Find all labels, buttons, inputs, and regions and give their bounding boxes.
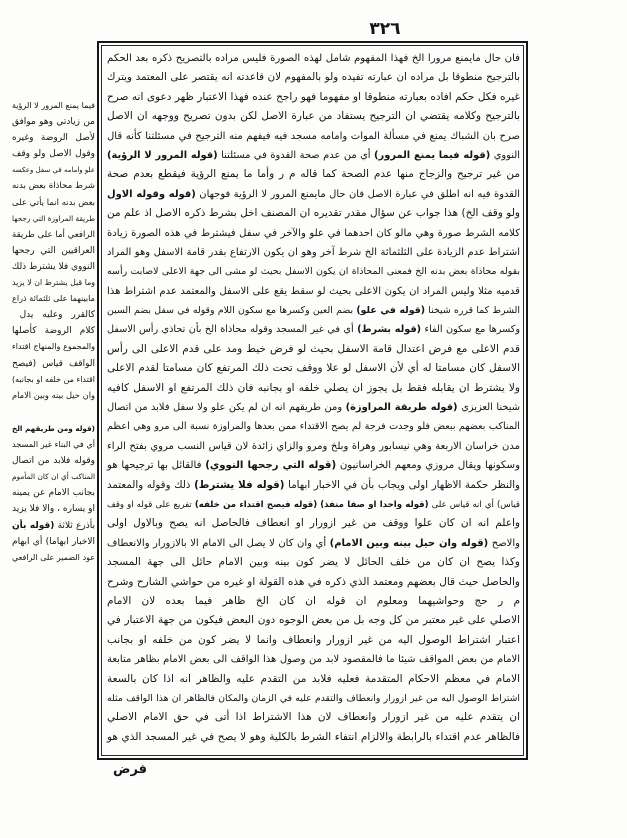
margin-note-line bbox=[11, 498, 95, 514]
main-text-line bbox=[106, 85, 520, 104]
margin-notes-block-1 bbox=[11, 95, 95, 401]
main-text-line-text: واعلم انه ان كان علوا ووقف من غير ازورار او انعطاف فالحاصل انه يصح وبالاول اولى bbox=[107, 517, 520, 530]
margin-note-line-text: وان حيل بينه وبين الامام bbox=[12, 389, 95, 400]
margin-note-line bbox=[11, 418, 95, 434]
margin-note-line-text: وقول الاصل ولو وقف bbox=[12, 149, 95, 160]
margin-note-line-text: وما قيل يشترط ان لا يزيد bbox=[12, 278, 95, 288]
margin-note-line-text: عود الضمير على الرافعي bbox=[12, 552, 95, 562]
main-text-line-text: اعتبار اشتراط الوصول اليه من غير ازورار وانعطاف وانما لا يضر كون من خلفه او بجانب bbox=[107, 633, 520, 646]
main-text-line bbox=[106, 395, 520, 414]
margin-note-line bbox=[11, 531, 95, 547]
main-text-line-text: النووي (قوله فيما يمنع المرور) أي من عدم صحة القدوة في مسئلتنا (قوله المرور لا الرؤية) bbox=[107, 149, 520, 161]
main-text-line bbox=[106, 434, 520, 453]
main-text-line bbox=[106, 124, 520, 143]
main-text-line bbox=[106, 570, 520, 589]
margin-note-line-text: الرافعي أما على طريقة bbox=[12, 229, 95, 240]
margin-note-line bbox=[11, 434, 95, 450]
main-text-line-text: شيخنا العزيزي (قوله طريقة المراوزة) ومن طريقهم انه ان لم يكن علو ولا سفل فلابد من اتصال bbox=[107, 402, 520, 414]
main-text-line-text: بالترجيح وكلامه يقتضي ان الترجيح يستفاد من عبارة الاصل لكن بدون تصريح ووجهه ان الاصل bbox=[107, 110, 520, 123]
margin-note-line bbox=[11, 111, 95, 127]
margin-note-line bbox=[11, 256, 95, 272]
main-text-line bbox=[106, 182, 520, 201]
main-text-line bbox=[106, 46, 520, 65]
margin-note-line-text: بأذرع ثلاثة (قوله بأن bbox=[12, 520, 95, 531]
margin-note-line-text: علو وامامه في سفل وعكسه bbox=[12, 166, 95, 175]
main-text-line-text: فان حال مايمنع مرورا الخ فهذا المفهوم شامل لهذه الصورة فليس مراده بالتصريح ذكره بعد الحكم bbox=[107, 53, 520, 64]
margin-note-line-text: شرط محاذاة بعض بدنه bbox=[12, 181, 95, 192]
margin-note-line bbox=[11, 482, 95, 498]
main-text-line bbox=[106, 725, 520, 744]
margin-note-line-text: وقوله فلابد من اتصال bbox=[12, 456, 95, 467]
margin-note-line bbox=[11, 515, 95, 531]
margin-note-line bbox=[11, 208, 95, 224]
main-text-line bbox=[106, 259, 520, 278]
margin-note-line-text: طريقة المراوزة التي رجحها bbox=[12, 213, 95, 223]
margin-note-line-text: كلام الروضة كأصلها bbox=[12, 326, 95, 337]
main-text-line-text: الشرط كما قرره شيخنا (قوله في علو) بضم العين وكسرها مع سكون اللام وقوله في سفل بضم السين bbox=[107, 305, 520, 317]
margin-note-line-text: الواقف قياس (فيصح bbox=[12, 358, 95, 369]
margin-note-line bbox=[11, 272, 95, 288]
main-text-line-text: ولو وقف الخ) هذا جواب عن سؤال مقدر تقديره ان المصنف اخل بشرط ذكره الاصل اذ علم من bbox=[107, 207, 520, 220]
main-text-line bbox=[106, 550, 520, 569]
margin-note-line-text: النووي فلا يشترط ذلك bbox=[11, 261, 95, 272]
main-text-line-text: ولا يشترط ان يقابله فقط بل يجوز ان يصلي خلفه او بجانبه فان ذلك المرتفع او الاسفل كافيه bbox=[107, 381, 520, 394]
margin-note-line bbox=[11, 159, 95, 175]
main-text-line-text: والنظر حكمة الاظهار اولى ويجاب بأن في الاخبار ابهاما (قوله فلا يشترط) ذلك وقوله والمعتمد bbox=[107, 478, 520, 491]
margin-note-line bbox=[11, 192, 95, 208]
margin-note-line-text: فيما يمنع المرور لا الرؤية bbox=[12, 101, 95, 110]
margin-note-line-text: مابينهما على ثلثمائة ذراع bbox=[12, 293, 95, 304]
main-text-line bbox=[106, 104, 520, 123]
margin-note-line bbox=[11, 240, 95, 256]
main-text-line bbox=[106, 162, 520, 181]
main-text-line-text: صرح بان الشباك يمنع في مسألة الموات وامامه مسجد فيه فيفهم منه الترجيح في مسئلتنا كأنه قال bbox=[107, 130, 520, 142]
margin-note-line-text: اقتداء من خلفه او بجانبه) bbox=[12, 374, 95, 384]
main-text-line bbox=[106, 628, 520, 647]
catchword: فرض bbox=[112, 762, 148, 777]
margin-note-line-text: لأصل الروضة وغيره bbox=[12, 133, 95, 144]
margin-notes-block-2 bbox=[11, 418, 95, 563]
main-text-line-text: المناكب بعضهم ببعض فلو وجدت فرجة لم يصح الاقتداء ممن بعدها والمراوزة نسبة الى مرو وهي اعظم bbox=[107, 421, 520, 433]
main-text-line bbox=[106, 705, 520, 724]
margin-note-line-text: العراقيين التي رجحها bbox=[12, 245, 95, 256]
main-text-line bbox=[106, 376, 520, 395]
main-text-line-text: قدم الاعلى مع فرض اعتدال قامة الاسفل بحيث لو فرض خيط ومد على قدم الاعلى الى رأس bbox=[107, 342, 520, 355]
margin-note-line-text: المناكب أي ان كان المأموم bbox=[12, 472, 95, 482]
main-text-line-text: ان يتقدم عليه من غير ازورار وانعطاف لان هذا الاشتراط اذا أتى في حق الامام الاصلي bbox=[107, 711, 520, 724]
margin-note-line-text: الاخبار ابهاما) أي ابهام bbox=[12, 536, 95, 547]
main-text-line-text: والحاصل حيث قال بعضهم ومعتمد الذي ذكره في هذه القولة او غيره من حواشي الشارح وشرح bbox=[107, 575, 520, 588]
margin-note-line-text: من زيادتي وهو موافق bbox=[12, 117, 95, 128]
main-text-line-text: م ر حج وحواشيهما ومعلوم ان قوله ان كان الخ ظاهر فيما بعده لان الامام bbox=[107, 594, 520, 607]
main-text-line-text: اشتراط الوصول اليه من غير ازورار وانعطاف والتقدم عليه في الزمان والمكان فالظاهر ان هذا الواقف مثله bbox=[107, 692, 520, 704]
margin-note-line bbox=[11, 304, 95, 320]
main-text-line bbox=[106, 667, 520, 686]
main-text-line-text: وسكونها ويقال مروزي ومعهم الخراسانيون (قوله التي رجحها النووي) فالقائل بها ترجيحها هو bbox=[107, 460, 520, 472]
main-text-line bbox=[106, 356, 520, 375]
main-text-line bbox=[106, 589, 520, 608]
margin-note-line bbox=[11, 466, 95, 482]
main-text-line bbox=[106, 511, 520, 530]
margin-note-line-text: او يساره ، والا فلا يزيد bbox=[12, 504, 95, 515]
margin-note-line bbox=[11, 224, 95, 240]
main-text-line-text: وكسرها مع سكون الفاء (قوله بشرط) أي في غير المسجد وقوله محاذاة الخ بأن تحاذي رأس الاسفل bbox=[107, 324, 520, 336]
main-text-line bbox=[106, 221, 520, 240]
margin-note-line bbox=[11, 320, 95, 336]
main-text-line-text: من غير ترجيح والزجاج منها عدم الصحة كما قاله م ر وأما ما يمنع الرؤية فيقطع بعدم صحة bbox=[107, 168, 520, 181]
main-text-body bbox=[106, 46, 520, 744]
main-text-line bbox=[106, 492, 520, 511]
margin-note-line bbox=[11, 353, 95, 369]
margin-note-line-text: والمجموع والمنهاج اقتداء bbox=[12, 342, 95, 352]
margin-note-line bbox=[11, 547, 95, 563]
main-text-line-text: اشتراط عدم الزيادة على الثلثمائة الخ شرط آخر وهو ان يكون الارتفاع بقدر قامة الاسفل وهو المراد bbox=[107, 246, 520, 258]
main-text-line-text: والاصح (قوله وان حيل بينه وبين الامام) أي وان كان لا يصل الى الامام الا بالازورار والانعطاف bbox=[106, 537, 520, 549]
main-text-line-text: مدن خراسان الاربعة وهي نيسابور وهراة وبلخ ومرو والزاي زائدة لان قياس النسب مروي بفتح الراء bbox=[107, 440, 520, 452]
main-text-line bbox=[106, 201, 520, 220]
main-text-line-text: الامام في معظم الاحكام المتقدمة فعليه فلابد من التقدم عليه والظاهر انه اذا كان بالسعة bbox=[107, 672, 520, 685]
main-text-line bbox=[106, 317, 520, 336]
margin-note-line bbox=[11, 385, 95, 401]
margin-note-line-text: كالقرر وعليه يدل bbox=[19, 310, 95, 321]
main-text-line bbox=[106, 65, 520, 84]
margin-note-line bbox=[11, 143, 95, 159]
main-text-line bbox=[106, 531, 520, 550]
main-text-line bbox=[106, 337, 520, 356]
margin-note-line-text: بجانب الامام عن يمينه bbox=[12, 488, 95, 499]
main-text-line-text: الاسفل كان مسامتا له أي لأن الاسفل لو علا ووقف تحت ذلك المرتفع كان مسامتا لقدم الاعلى bbox=[107, 362, 520, 375]
main-text-line-text: القدوة فيه انه اطلق في عبارة الاصل فان حال مايمنع المرور لا الرؤية فوجهان (قوله وقوله الاول bbox=[107, 188, 520, 200]
margin-note-line-text: (قوله ومن طريقهم الخ bbox=[12, 424, 95, 433]
main-text-line bbox=[106, 414, 520, 433]
main-text-line bbox=[106, 473, 520, 492]
margin-note-line bbox=[11, 336, 95, 352]
margin-note-line bbox=[11, 127, 95, 143]
main-text-line-text: وكذا يصح ان كان من خلف الحائل لا يضر كون بينه وبين الامام حائل الى جهة المسجد bbox=[107, 556, 520, 569]
margin-note-line-text: بعض بدنه انما يأتي على bbox=[12, 196, 95, 207]
main-text-line-text: كلامه الشرط صورة وهي مالو كان احدهما في علو والآخر في سفل فيشترط في هذه الصورة زيادة bbox=[107, 227, 520, 239]
main-text-line-text: قياس) أي انه قياس على (قوله واحدا او صفا منفذ) (قوله فيصح اقتداء من خلفه) تفريع على قوله او وقف bbox=[106, 499, 520, 510]
page-number: ٣٢٦ bbox=[369, 19, 401, 39]
main-text-line-text: غيره فكل حكم افاده بعبارته منطوقا او مفهوما فهو راجح عنده فهذا الاعتبار ظهر دعوى انه صرح bbox=[107, 90, 520, 103]
main-text-line bbox=[106, 240, 520, 259]
main-text-line bbox=[106, 608, 520, 627]
main-text-line-text: قدميه مثلا وليس المراد ان يكون الاعلى بحيث لو سقط يقع على الاسفل والمعتمد عدم اشتراط هذا bbox=[107, 285, 520, 297]
main-text-line bbox=[106, 298, 520, 317]
main-text-line bbox=[106, 143, 520, 162]
margin-note-line bbox=[11, 369, 95, 385]
main-text-line-text: الاصلي على غير معتبر من كل وجه بل من بعض الوجوه دون البعض فيكون من جهة الاعتبار في bbox=[107, 614, 520, 627]
margin-note-line bbox=[11, 450, 95, 466]
margin-note-line-text: أي في البناء غير المسجد bbox=[12, 439, 95, 450]
main-text-line bbox=[106, 686, 520, 705]
main-text-line bbox=[106, 647, 520, 666]
margin-note-line bbox=[11, 288, 95, 304]
main-text-line-text: بقوله محاذاة بعض بدنه الخ فمعنى المحاذاة ان يكون الاسفل بحيث لو مشى الى جهة الاعلى لاصابت رأسه bbox=[107, 266, 520, 278]
margin-note-line bbox=[11, 175, 95, 191]
main-text-line bbox=[106, 453, 520, 472]
main-text-line bbox=[106, 279, 520, 298]
margin-note-line bbox=[11, 95, 95, 111]
main-text-line-text: الامام من بعض المواقف شيئا ما فالمقصود لابد من وصول هذا الواقف الى بعض الامام بظاهر متابعة bbox=[107, 654, 520, 666]
main-text-line-text: فالظاهر عدم اقتداء بالرابطة والالزام انتفاء الشرط بالكلية وهو لا يصح في غير المسجد الذي هو bbox=[107, 730, 520, 743]
main-text-line-text: بالترجيح منطوقا بل مراده ان عبارته تفيده ولو بالمفهوم لان قاعدته انه يقتصر على المعتمد ويترك bbox=[107, 71, 520, 84]
